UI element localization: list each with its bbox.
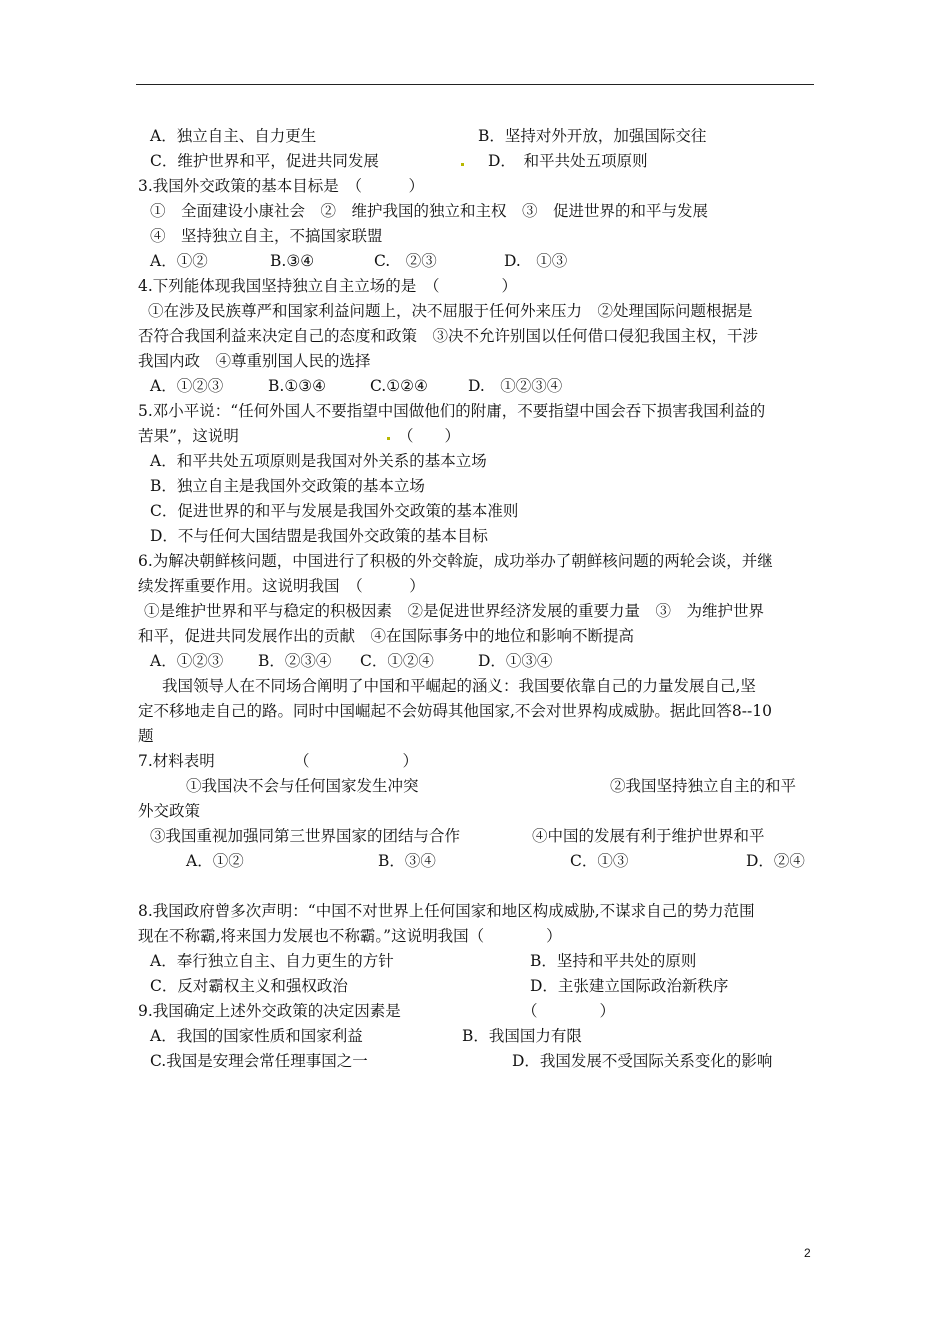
q7-option-b: B．③④ xyxy=(378,852,436,870)
q3-stem: 3.我国外交政策的基本目标是 （ ） xyxy=(138,177,425,195)
q7-option-a: A．①② xyxy=(186,852,244,870)
prev-option-a: A．独立自主、自力更生 xyxy=(150,127,317,145)
q9-option-a: A．我国的国家性质和国家利益 xyxy=(150,1027,363,1045)
q4-statements-3: 我国内政 ④尊重别国人民的选择 xyxy=(138,352,371,370)
q7-stem: 7.材料表明 （ ） xyxy=(138,752,419,770)
q4-stem: 4.下列能体现我国坚持独立自主立场的是 （ ） xyxy=(138,277,518,295)
prev-options-row2 xyxy=(138,149,814,174)
q6-option-d: D．①③④ xyxy=(478,652,553,670)
q8-option-b: B．坚持和平共处的原则 xyxy=(530,952,697,970)
q4-options xyxy=(138,374,814,399)
q7-option-d: D．②④ xyxy=(746,852,805,870)
q3-statements-2: ④ 坚持独立自主，不搞国家联盟 xyxy=(150,227,383,245)
header-rule xyxy=(136,84,814,85)
q9-option-c: C.我国是安理会常任理事国之一 xyxy=(150,1052,368,1070)
q9-options-row2 xyxy=(138,1049,814,1074)
q7-options xyxy=(138,849,814,874)
q7-statements-1: ①我国决不会与任何国家发生冲突 ②我国坚持独立自主的和平 xyxy=(186,777,797,795)
q5-stem-2: 苦果”，这说明 （ ） xyxy=(138,427,461,445)
q5-option-a: A．和平共处五项原则是我国对外关系的基本立场 xyxy=(150,452,487,470)
q6-options xyxy=(138,649,814,674)
prev-option-d: D． 和平共处五项原则 xyxy=(488,152,648,170)
prev-option-b: B．坚持对外开放，加强国际交往 xyxy=(478,127,707,145)
q6-option-c: C．①②④ xyxy=(360,652,434,670)
q7-statements-2: ③我国重视加强同第三世界国家的团结与合作 ④中国的发展有利于维护世界和平 xyxy=(150,827,765,845)
q8-option-a: A．奉行独立自主、自力更生的方针 xyxy=(150,952,394,970)
q8-options-row1 xyxy=(138,949,814,974)
q9-option-d: D．我国发展不受国际关系变化的影响 xyxy=(512,1052,773,1070)
q8-stem-1: 8.我国政府曾多次声明：“中国不对世界上任何国家和地区构成威胁,不谋求自己的势力范围 xyxy=(138,902,755,920)
q4-option-b: B.①③④ xyxy=(268,377,327,395)
q8-option-c: C．反对霸权主义和强权政治 xyxy=(150,977,348,995)
q6-option-b: B．②③④ xyxy=(258,652,332,670)
q3-statements-1: ① 全面建设小康社会 ② 维护我国的独立和主权 ③ 促进世界的和平与发展 xyxy=(150,202,709,220)
q5-option-c: C．促进世界的和平与发展是我国外交政策的基本准则 xyxy=(150,502,519,520)
passage-line-3: 题 xyxy=(138,727,154,745)
q3-option-d: D. ①③ xyxy=(504,252,568,270)
page-number: 2 xyxy=(804,1246,811,1260)
q6-statements-1: ①是维护世界和平与稳定的积极因素 ②是促进世界经济发展的重要力量 ③ 为维护世界 xyxy=(144,602,765,620)
q5-option-d: D．不与任何大国结盟是我国外交政策的基本目标 xyxy=(150,527,488,545)
q4-statements-2: 否符合我国利益来决定自己的态度和政策 ③决不允许别国以任何借口侵犯我国主权，干涉 xyxy=(138,327,759,345)
q4-option-c: C.①②④ xyxy=(370,377,428,395)
scan-dot xyxy=(461,163,464,166)
prev-option-c: C．维护世界和平，促进共同发展 xyxy=(150,152,379,170)
q3-option-b: B.③④ xyxy=(270,252,315,270)
q6-statements-2: 和平，促进共同发展作出的贡献 ④在国际事务中的地位和影响不断提高 xyxy=(138,627,635,645)
q8-options-row2 xyxy=(138,974,814,999)
q3-options xyxy=(138,249,814,274)
q3-option-a: A．①② xyxy=(150,252,208,270)
passage-line-2: 定不移地走自己的路。同时中国崛起不会妨碍其他国家,不会对世界构成威胁。据此回答8--10 xyxy=(138,702,772,720)
q4-option-a: A．①②③ xyxy=(150,377,224,395)
scan-dot xyxy=(387,437,390,440)
q9-option-b: B．我国国力有限 xyxy=(462,1027,582,1045)
q6-option-a: A．①②③ xyxy=(150,652,224,670)
q5-stem-1: 5.邓小平说：“任何外国人不要指望中国做他们的附庸，不要指望中国会吞下损害我国利益的 xyxy=(138,402,766,420)
prev-options-row1 xyxy=(138,124,814,149)
q9-options-row1 xyxy=(138,1024,814,1049)
q6-stem-1: 6.为解决朝鲜核问题，中国进行了积极的外交斡旋，成功举办了朝鲜核问题的两轮会谈，并继 xyxy=(138,552,773,570)
q8-stem-2: 现在不称霸,将来国力发展也不称霸。”这说明我国（ ） xyxy=(138,927,562,945)
q7-statements-1-cont: 外交政策 xyxy=(138,802,201,820)
passage-line-1: 我国领导人在不同场合阐明了中国和平崛起的涵义：我国要依靠自己的力量发展自己,坚 xyxy=(162,677,756,695)
q9-stem: 9.我国确定上述外交政策的决定因素是 （ ） xyxy=(138,1002,616,1020)
q8-option-d: D．主张建立国际政治新秩序 xyxy=(530,977,729,995)
q6-stem-2: 续发挥重要作用。这说明我国 （ ） xyxy=(138,577,425,595)
q3-option-c: C. ②③ xyxy=(374,252,437,270)
q5-option-b: B．独立自主是我国外交政策的基本立场 xyxy=(150,477,425,495)
q4-option-d: D. ①②③④ xyxy=(468,377,563,395)
q4-statements-1: ①在涉及民族尊严和国家利益问题上，决不屈服于任何外来压力 ②处理国际问题根据是 xyxy=(148,302,753,320)
q7-option-c: C．①③ xyxy=(570,852,629,870)
